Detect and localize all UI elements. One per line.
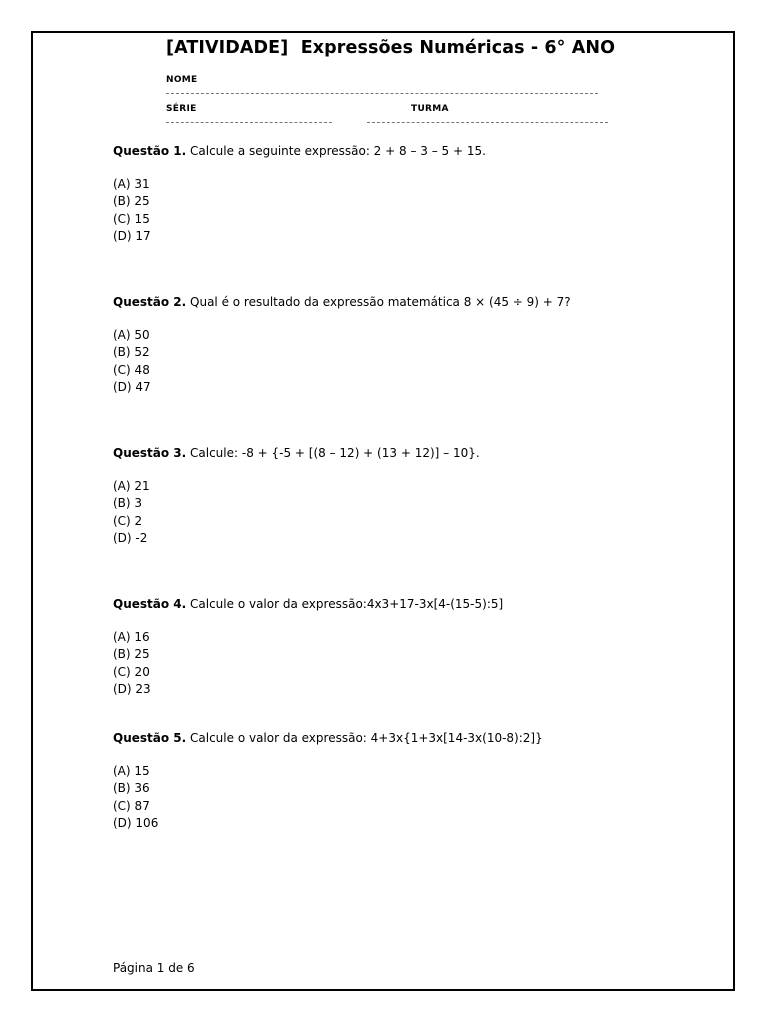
question-3-label: Questão 3. <box>113 446 187 460</box>
question-1-options <box>113 176 673 246</box>
question-2-prompt <box>113 294 673 312</box>
question-5-options <box>113 763 673 833</box>
question-2-label: Questão 2. <box>113 295 187 309</box>
option-a: (A) 50 <box>113 327 150 342</box>
option-b: (B) 3 <box>113 496 143 510</box>
question-3 <box>113 445 673 548</box>
question-5-label: Questão 5. <box>113 731 187 745</box>
serie-label: SÉRIE <box>166 104 197 114</box>
option-d: (D) 106 <box>113 816 159 830</box>
question-5-text: Calcule o valor da expressão: 4+3x{1+3x[14-3x(10-8):2]} <box>186 731 543 745</box>
question-4-label: Questão 4. <box>113 597 187 611</box>
option-d: (D) 23 <box>113 682 151 696</box>
option-a: (A) 31 <box>113 176 150 191</box>
question-4-text: Calcule o valor da expressão:4x3+17-3x[4-(15-5):5] <box>186 597 504 611</box>
option-d: (D) 17 <box>113 229 151 243</box>
option-d: (D) 47 <box>113 380 151 394</box>
question-5 <box>113 730 673 833</box>
question-1-text: Calcule a seguinte expressão: 2 + 8 – 3 – 5 + 15. <box>186 144 486 158</box>
question-4-options <box>113 629 673 699</box>
option-a: (A) 15 <box>113 763 150 778</box>
page-number: Página 1 de 6 <box>113 961 195 975</box>
turma-line[interactable] <box>367 122 608 123</box>
nome-label: NOME <box>166 75 198 85</box>
question-3-prompt <box>113 445 673 463</box>
question-3-text: Calcule: -8 + {-5 + [(8 – 12) + (13 + 12)] – 10}. <box>186 446 480 460</box>
question-3-options <box>113 478 673 548</box>
page-title: [ATIVIDADE] Expressões Numéricas - 6° ANO <box>166 38 616 58</box>
nome-line[interactable] <box>166 93 598 94</box>
option-b: (B) 25 <box>113 647 150 661</box>
question-2 <box>113 294 673 397</box>
question-1-label: Questão 1. <box>113 144 187 158</box>
turma-label: TURMA <box>411 104 449 114</box>
option-c: (C) 48 <box>113 362 150 377</box>
question-2-text: Qual é o resultado da expressão matemática 8 × (45 ÷ 9) + 7? <box>186 295 571 309</box>
question-2-options <box>113 327 673 397</box>
option-a: (A) 16 <box>113 629 150 644</box>
question-5-prompt <box>113 730 673 748</box>
option-a: (A) 21 <box>113 478 150 493</box>
option-c: (C) 20 <box>113 664 150 679</box>
option-c: (C) 2 <box>113 513 143 528</box>
question-4-prompt <box>113 596 673 614</box>
serie-line[interactable] <box>166 122 332 123</box>
option-c: (C) 15 <box>113 211 150 226</box>
question-1 <box>113 143 673 246</box>
option-b: (B) 25 <box>113 194 150 208</box>
question-4 <box>113 596 673 699</box>
option-b: (B) 36 <box>113 781 150 795</box>
option-c: (C) 87 <box>113 798 150 813</box>
option-b: (B) 52 <box>113 345 150 359</box>
option-d: (D) -2 <box>113 531 148 545</box>
question-1-prompt <box>113 143 673 161</box>
